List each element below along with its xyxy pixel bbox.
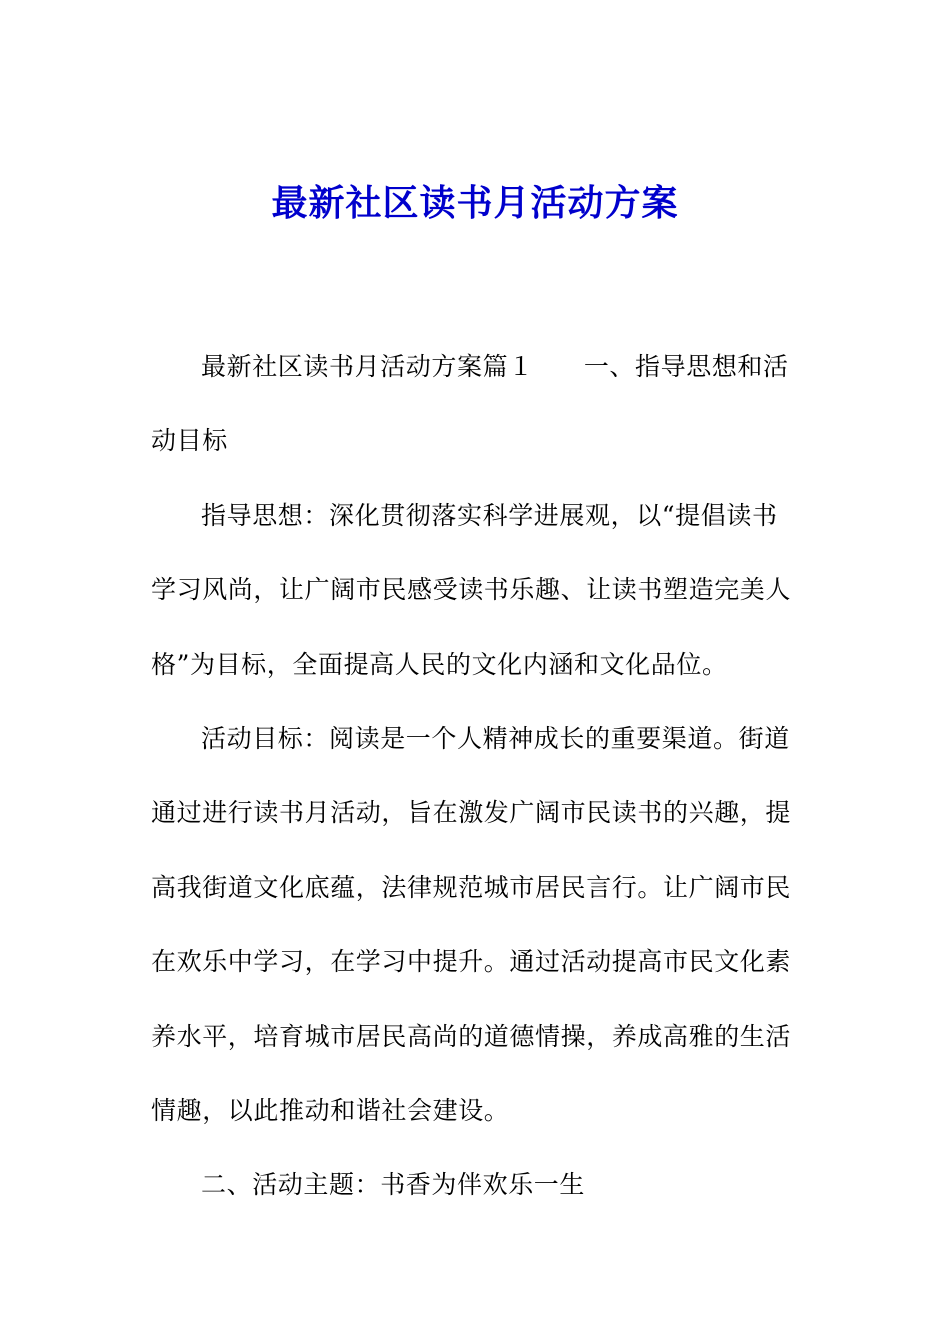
document-body <box>151 330 801 1223</box>
paragraph-heading-1 <box>151 330 801 479</box>
document-title: 最新社区读书月活动方案 <box>271 182 679 224</box>
section-label: 最新社区读书月活动方案篇１ <box>201 352 534 381</box>
section-heading: 一、指导思想和活动目标 <box>151 352 789 456</box>
paragraph-activity-goal: 活动目标：阅读是一个人精神成长的重要渠道。街道通过进行读书月活动，旨在激发广阔市民读书的兴趣，提高我街道文化底蕴，法律规范城市居民言行。让广阔市民在欢乐中学习，在学习中提升。通过活动提高市民文化素养水平，培育城市居民高尚的道德情操，养成高雅的生活情趣，以此推动和谐社会建设。 <box>151 724 792 1126</box>
paragraph-guiding-ideology: 指导思想：深化贯彻落实科学进展观，以“提倡读书学习风尚，让广阔市民感受读书乐趣、让读书塑造完美人格”为目标，全面提高人民的文化内涵和文化品位。 <box>151 500 792 679</box>
paragraph-activity-theme: 二、活动主题：书香为伴欢乐一生 <box>201 1170 586 1200</box>
